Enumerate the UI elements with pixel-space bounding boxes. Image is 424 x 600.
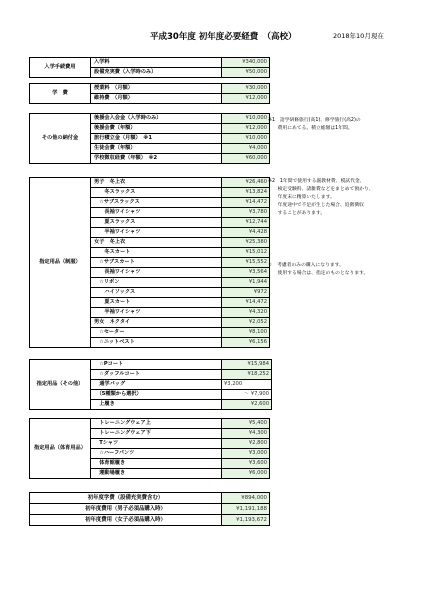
date-label: 2018年10月現在	[333, 32, 384, 40]
item-label: 後援会入会金（入学時のみ）	[91, 114, 222, 124]
note-line: ※2 1年間で使用する副教材費、模試代金、	[268, 179, 365, 184]
item-value: ¥25,380	[222, 238, 270, 248]
item-value: ¥8,100	[222, 328, 270, 338]
item-value: ¥2,800	[222, 439, 270, 449]
table-row	[30, 178, 270, 188]
table-row	[30, 419, 270, 429]
item-label: 男子 冬上衣	[91, 178, 222, 188]
item-value: ¥4,428	[222, 228, 270, 238]
item-value: ¥13,824	[222, 188, 270, 198]
item-label: 半袖ワイシャツ	[91, 308, 222, 318]
item-value: ¥2,600	[222, 400, 272, 410]
item-label: ☆サブスラックス	[91, 198, 222, 208]
item-label: ハイソックス	[91, 288, 222, 298]
page-title: 平成30年度 初年度必要経費 （高校）	[150, 32, 297, 42]
total-row	[30, 493, 270, 504]
item-label: トレーニングウェア上	[91, 419, 222, 429]
item-label: ☆セーター	[91, 328, 222, 338]
item-value: ¥14,472	[222, 298, 270, 308]
item-value: ¥972	[222, 288, 270, 298]
item-value: ¥12,000	[222, 94, 270, 104]
table-row	[30, 360, 272, 370]
item-value: ¥15,984	[222, 360, 272, 370]
item-value: ¥2,052	[222, 318, 270, 328]
total-label: 初年度費用（男子必須品購入時）	[30, 504, 222, 515]
table-row	[30, 84, 270, 94]
note-2	[268, 178, 374, 218]
item-value: ¥60,000	[222, 154, 270, 164]
category-label: その他の納付金	[30, 114, 91, 164]
item-label: ☆ハーフパンツ	[91, 449, 222, 459]
item-value: ¥4,000	[222, 144, 270, 154]
item-label: 上履き	[91, 400, 222, 410]
item-value: ¥14,472	[222, 198, 270, 208]
item-value: ¥15,012	[222, 248, 270, 258]
item-value: ¥3,000	[222, 449, 270, 459]
item-label: 冬スラックス	[91, 188, 222, 198]
item-label: 維持費 （月額）	[91, 94, 222, 104]
note-line: ☆ 考慮者のみの購入になります。	[268, 263, 344, 268]
total-row	[30, 504, 270, 515]
item-value: ¥26,460	[222, 178, 270, 188]
item-label: 夏スラックス	[91, 218, 222, 228]
note-line: 費用にあてる。積立総額は1年間。	[268, 126, 353, 131]
item-label: 入学料	[91, 58, 222, 68]
table-row	[30, 58, 270, 68]
note-1	[268, 117, 361, 133]
item-label: 長袖ワイシャツ	[91, 268, 222, 278]
note-line: 年度途中で不足が生じた場合、追徴徴収	[268, 203, 364, 208]
item-label: 授業料 （月額）	[91, 84, 222, 94]
note-line: 年度末に精算いたします。	[268, 195, 335, 200]
note-line: 使用する場合は、指定のものとなります。	[268, 271, 369, 276]
item-label: 設備充実費（入学時のみ）	[91, 68, 222, 78]
item-value: ¥4,300	[222, 429, 270, 439]
item-value: ¥50,000	[222, 68, 270, 78]
item-value: ¥6,000	[222, 469, 270, 479]
item-label: ☆ニットベスト	[91, 338, 222, 348]
category-label: 学 費	[30, 84, 91, 104]
total-label: 初年度費用（女子必須品購入時）	[30, 515, 222, 526]
item-label: 学校徴収経費（年額） ※2	[91, 154, 222, 164]
item-label: （5種類から選択）	[91, 390, 222, 400]
item-label: 女子 冬上衣	[91, 238, 222, 248]
item-label: ☆サブスカート	[91, 258, 222, 268]
item-value: ¥18,252	[222, 370, 272, 380]
item-value: ～ ¥7,900	[222, 390, 272, 400]
note-3	[268, 262, 368, 278]
item-value: ¥12,744	[222, 218, 270, 228]
total-value: ¥1,193,672	[222, 515, 270, 526]
note-line: ※1 語学研修旅行(高1)、修学旅行(高2)の	[268, 118, 361, 123]
item-value: ¥3,780	[222, 208, 270, 218]
total-value: ¥894,000	[222, 493, 270, 504]
item-label: ☆リボン	[91, 278, 222, 288]
category-label: 指定用品（その他）	[30, 360, 91, 410]
section-table	[29, 418, 270, 479]
item-label: 生徒会費（年額）	[91, 144, 222, 154]
item-value: ¥10,000	[222, 114, 270, 124]
section-table	[29, 113, 270, 164]
item-value: ¥10,000	[222, 134, 270, 144]
section-table	[29, 57, 270, 78]
item-label: 通学バッグ	[91, 380, 222, 390]
section-table	[29, 83, 270, 104]
item-label: ☆Pコート	[91, 360, 222, 370]
item-label: 冬スカート	[91, 248, 222, 258]
item-label: ☆ダッフルコート	[91, 370, 222, 380]
total-value: ¥1,191,188	[222, 504, 270, 515]
total-label: 初年度学費（設備充実費含む）	[30, 493, 222, 504]
section-table	[29, 359, 272, 410]
item-value: ¥4,320	[222, 308, 270, 318]
totals-table	[29, 492, 270, 526]
item-label: 旅行積立金（月額） ※1	[91, 134, 222, 144]
note-line: 検定受験料、諸雑費などをまとめて預かり、	[268, 187, 374, 192]
item-value: ¥6,156	[222, 338, 270, 348]
item-label: 半袖ワイシャツ	[91, 228, 222, 238]
item-label: 体育館履き	[91, 459, 222, 469]
item-value: ¥12,000	[222, 124, 270, 134]
item-value: ¥30,000	[222, 84, 270, 94]
item-label: 後援会費（年額）	[91, 124, 222, 134]
total-row	[30, 515, 270, 526]
item-value: ¥15,552	[222, 258, 270, 268]
note-line: することがあります。	[268, 211, 326, 216]
table-row	[30, 114, 270, 124]
item-value: ¥5,400	[222, 419, 270, 429]
item-label: 夏スカート	[91, 298, 222, 308]
category-label: 入学手続費用	[30, 58, 91, 78]
category-label: 指定用品（体育用品）	[30, 419, 91, 479]
category-label: 指定用品（制服）	[30, 178, 91, 348]
item-value: ¥3,200	[222, 380, 272, 390]
item-label: 運動場履き	[91, 469, 222, 479]
item-label: Tシャツ	[91, 439, 222, 449]
section-table	[29, 177, 270, 348]
item-value: ¥3,600	[222, 459, 270, 469]
item-label: 長袖ワイシャツ	[91, 208, 222, 218]
item-label: トレーニングウェア下	[91, 429, 222, 439]
item-value: ¥3,564	[222, 268, 270, 278]
item-value: ¥1,944	[222, 278, 270, 288]
item-label: 男女 ネクタイ	[91, 318, 222, 328]
item-value: ¥340,000	[222, 58, 270, 68]
